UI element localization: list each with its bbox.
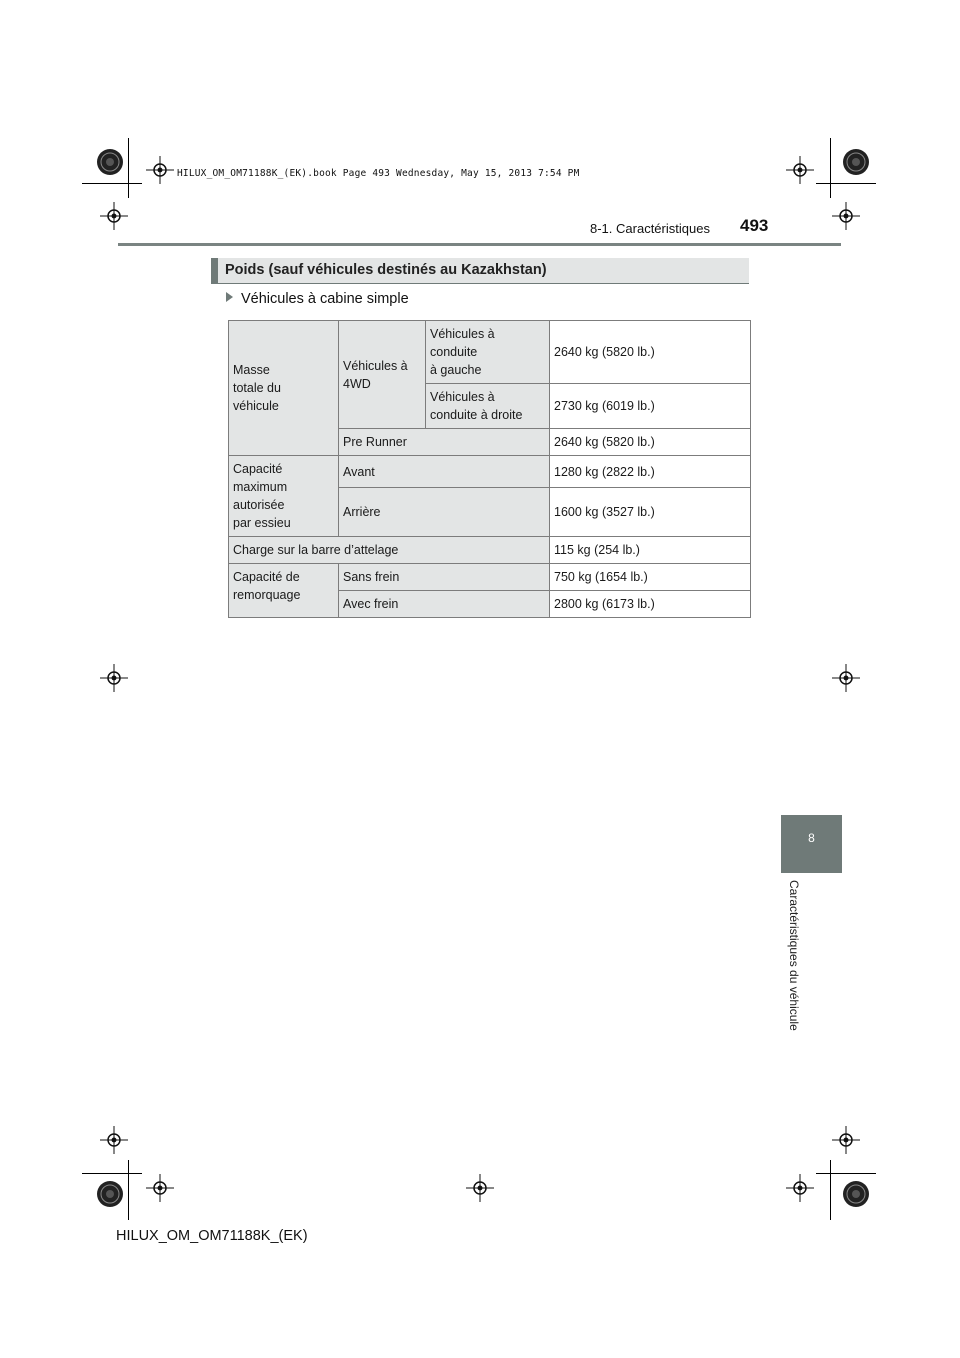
table-cell: Sans frein [339, 564, 550, 591]
table-row [229, 456, 751, 488]
table-cell: Masse totale du véhicule [229, 321, 339, 456]
book-stamp: HILUX_OM_OM71188K_(EK).book Page 493 Wednesday, May 15, 2013 7:54 PM [177, 168, 580, 179]
crosshair-mark-icon [786, 1174, 814, 1202]
table-cell: 2800 kg (6173 lb.) [550, 591, 751, 618]
crosshair-mark-icon [832, 1126, 860, 1154]
registration-mark-icon [842, 148, 870, 176]
table-cell: Avant [339, 456, 550, 488]
weight-spec-table [228, 320, 751, 618]
registration-mark-icon [96, 148, 124, 176]
header-rule [118, 243, 841, 246]
crop-line [128, 138, 129, 198]
crosshair-mark-icon [100, 202, 128, 230]
table-cell: 2640 kg (5820 lb.) [550, 321, 751, 384]
crop-line [82, 1173, 142, 1174]
table-cell: 2730 kg (6019 lb.) [550, 384, 751, 429]
crosshair-mark-icon [100, 1126, 128, 1154]
crop-line [816, 183, 876, 184]
crop-line [82, 183, 142, 184]
chapter-side-label [781, 880, 809, 1050]
section-heading-accent [211, 258, 218, 283]
subheading-text: Véhicules à cabine simple [241, 291, 409, 307]
crosshair-mark-icon [100, 664, 128, 692]
section-title: 8-1. Caractéristiques [590, 221, 710, 236]
crop-line [830, 1160, 831, 1220]
registration-mark-icon [842, 1180, 870, 1208]
table-cell: Véhicules à conduite à droite [426, 384, 550, 429]
crop-line [128, 1160, 129, 1220]
crop-line [816, 1173, 876, 1174]
triangle-bullet-icon [226, 292, 233, 302]
table-cell: 750 kg (1654 lb.) [550, 564, 751, 591]
table-cell: Capacité maximum autorisée par essieu [229, 456, 339, 537]
table-cell: Charge sur la barre d’attelage [229, 537, 550, 564]
crosshair-mark-icon [466, 1174, 494, 1202]
chapter-side-label-text: Caractéristiques du véhicule [787, 880, 801, 1031]
crosshair-mark-icon [146, 1174, 174, 1202]
subheading [226, 291, 409, 307]
table-row [229, 321, 751, 384]
chapter-number: 8 [808, 831, 815, 845]
table-cell: Capacité de remorquage [229, 564, 339, 618]
table-cell: Pre Runner [339, 429, 550, 456]
table-cell: 2640 kg (5820 lb.) [550, 429, 751, 456]
table-cell: 1280 kg (2822 lb.) [550, 456, 751, 488]
table-cell: Véhicules à conduite à gauche [426, 321, 550, 384]
page-number: 493 [740, 216, 769, 235]
chapter-tab [781, 815, 842, 873]
crosshair-mark-icon [146, 156, 174, 184]
crop-line [830, 138, 831, 198]
table-cell: Avec frein [339, 591, 550, 618]
table-cell: Arrière [339, 488, 550, 537]
table-cell: Véhicules à 4WD [339, 321, 426, 429]
section-heading [211, 258, 749, 284]
registration-mark-icon [96, 1180, 124, 1208]
table-cell: 115 kg (254 lb.) [550, 537, 751, 564]
crosshair-mark-icon [832, 202, 860, 230]
table-row [229, 537, 751, 564]
section-heading-label: Poids (sauf véhicules destinés au Kazakhstan) [225, 262, 547, 278]
crosshair-mark-icon [832, 664, 860, 692]
crosshair-mark-icon [786, 156, 814, 184]
table-row [229, 564, 751, 591]
footer-code: HILUX_OM_OM71188K_(EK) [116, 1228, 308, 1244]
table-cell: 1600 kg (3527 lb.) [550, 488, 751, 537]
